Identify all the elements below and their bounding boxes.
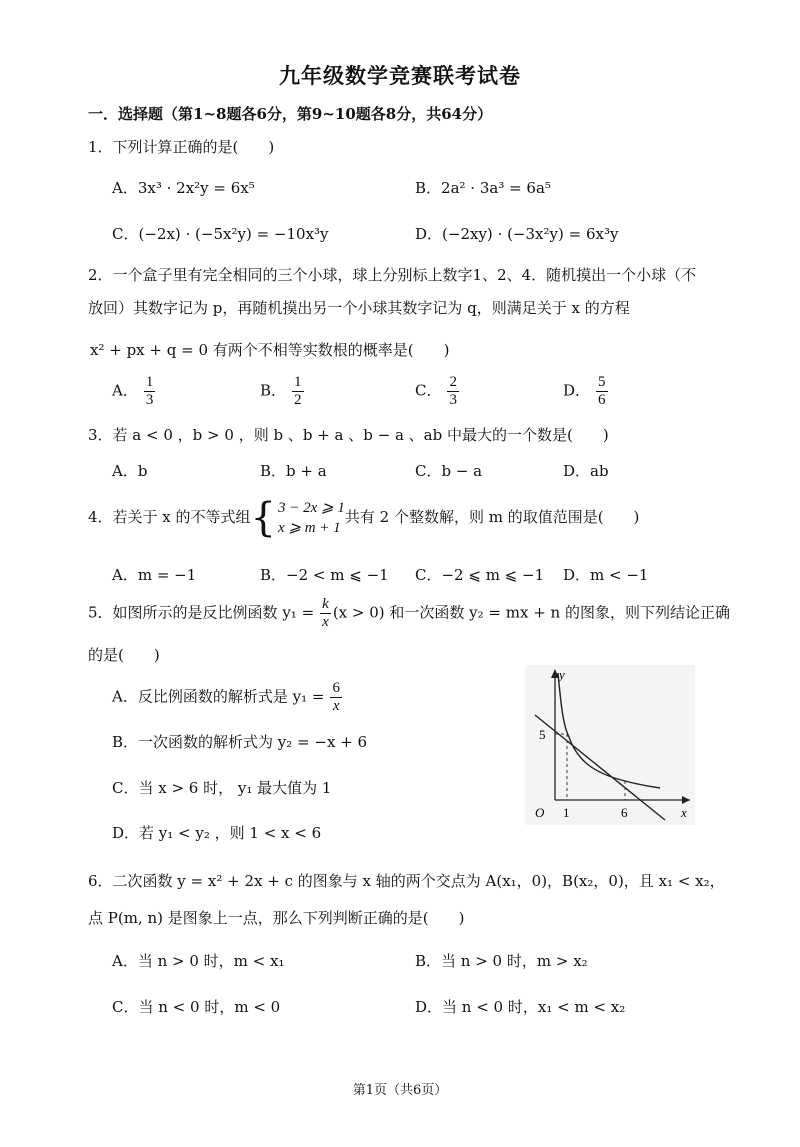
- q4-inequality-system: [250, 495, 345, 541]
- q1-option-d[interactable]: D．(−2xy) · (−3x²y) = 6x³y: [415, 225, 619, 243]
- q5-k-over-x: $\frac{k}{x}$: [322, 596, 329, 630]
- q6-line2: 点 P(m, n) 是图象上一点，那么下列判断正确的是( ): [88, 909, 465, 927]
- q1-option-b[interactable]: B．2a² · 3a³ = 6a⁵: [415, 179, 551, 197]
- y-tick-label: 5: [539, 727, 546, 742]
- x-axis-label: x: [681, 805, 687, 820]
- q6-option-b[interactable]: B．当 n > 0 时，m > x₂: [415, 952, 588, 970]
- q4-row2: x ⩾ m + 1: [278, 520, 341, 536]
- y-axis-label: y: [559, 667, 565, 682]
- q1-option-a[interactable]: A．3x³ · 2x²y = 6x⁵: [112, 179, 255, 197]
- q6-line1: 6．二次函数 y = x² + 2x + c 的图象与 x 轴的两个交点为 A(x₁，0)，B(x₂，0)，且 x₁ < x₂，: [88, 872, 725, 890]
- q5-line1-b: (x > 0) 和一次函数 y₂ = mx + n 的图象，则下列结论正确: [332, 603, 730, 622]
- q2-option-a[interactable]: [112, 374, 155, 409]
- q2-option-a-label: A．: [112, 381, 138, 400]
- q2-option-d[interactable]: [563, 374, 608, 409]
- q4-row1: 3 − 2x ⩾ 1: [278, 500, 345, 516]
- graph-background: [525, 665, 695, 825]
- q4-stem: [88, 495, 640, 541]
- q3-option-d[interactable]: D．ab: [563, 462, 609, 480]
- q6-option-a[interactable]: A．当 n > 0 时，m < x₁: [112, 952, 285, 970]
- q5-function-graph: [525, 665, 695, 825]
- q1-stem: 1．下列计算正确的是( ): [88, 138, 275, 156]
- q2-option-d-label: D．: [563, 381, 591, 400]
- q4-option-b[interactable]: B．−2 < m ⩽ −1: [260, 566, 389, 584]
- x-tick-1-label: 1: [563, 805, 570, 820]
- q3-option-a[interactable]: A．b: [112, 462, 148, 480]
- q2-option-b-fraction: $\frac{1}{2}$: [294, 374, 302, 408]
- q2-option-d-fraction: $\frac{5}{6}$: [598, 374, 606, 408]
- origin-label: O: [535, 805, 545, 820]
- q5-option-b[interactable]: B．一次函数的解析式为 y₂ = −x + 6: [112, 733, 368, 751]
- q5-option-a[interactable]: [112, 680, 342, 715]
- left-brace-icon: {: [250, 495, 276, 541]
- q5-line1-a: 5．如图所示的是反比例函数 y₁ =: [88, 603, 315, 622]
- q2-option-c[interactable]: [415, 374, 459, 409]
- page-footer: 第1页（共6页）: [352, 1083, 448, 1098]
- q2-option-c-fraction: $\frac{2}{3}$: [449, 374, 457, 408]
- q4-option-a[interactable]: A．m = −1: [112, 566, 197, 584]
- section-heading: 一．选择题（第1~8题各6分，第9~10题各8分，共64分）: [88, 105, 493, 123]
- q4-suffix: 共有 2 个整数解，则 m 的取值范围是( ): [344, 508, 640, 526]
- q5-line1: [88, 596, 730, 631]
- q2-option-a-fraction: $\frac{1}{3}$: [145, 374, 154, 408]
- q4-prefix: 4．若关于 x 的不等式组: [88, 508, 251, 526]
- q3-stem: 3．若 a < 0 ，b > 0 ，则 b 、b + a 、b − a 、ab 中最大的一个数是( ): [88, 426, 609, 444]
- q2-line3: x² + px + q = 0 有两个不相等实数根的概率是( ): [90, 341, 450, 359]
- q6-option-c[interactable]: C．当 n < 0 时，m < 0: [112, 998, 281, 1016]
- q2-line2: 放回）其数字记为 p，再随机摸出另一个小球其数字记为 q，则满足关于 x 的方程: [88, 299, 630, 317]
- x-tick-6-label: 6: [621, 805, 628, 820]
- q3-option-c[interactable]: C．b − a: [415, 462, 483, 480]
- q5-option-d[interactable]: D．若 y₁ < y₂ ，则 1 < x < 6: [112, 824, 322, 842]
- q4-option-c[interactable]: C．−2 ⩽ m ⩽ −1: [415, 566, 545, 584]
- q2-option-b[interactable]: [260, 374, 304, 409]
- q1-option-c[interactable]: C．(−2x) · (−5x²y) = −10x³y: [112, 225, 329, 243]
- q2-line1: 2．一个盒子里有完全相同的三个小球，球上分别标上数字1、2、4．随机摸出一个小球（不: [88, 266, 697, 284]
- q2-option-c-label: C．: [415, 381, 442, 400]
- q5-option-c[interactable]: C．当 x > 6 时， y₁ 最大值为 1: [112, 779, 332, 797]
- exam-title: 九年级数学竞赛联考试卷: [279, 63, 521, 88]
- q4-option-d[interactable]: D．m < −1: [563, 566, 649, 584]
- q3-option-b[interactable]: B．b + a: [260, 462, 327, 480]
- q5-line2: 的是( ): [88, 646, 160, 664]
- q6-option-d[interactable]: D．当 n < 0 时，x₁ < m < x₂: [415, 998, 626, 1016]
- q5-option-a-text: A．反比例函数的解析式是 y₁ =: [112, 687, 325, 706]
- q2-option-b-label: B．: [260, 381, 287, 400]
- q5-option-a-fraction: $\frac{6}{x}$: [332, 680, 340, 714]
